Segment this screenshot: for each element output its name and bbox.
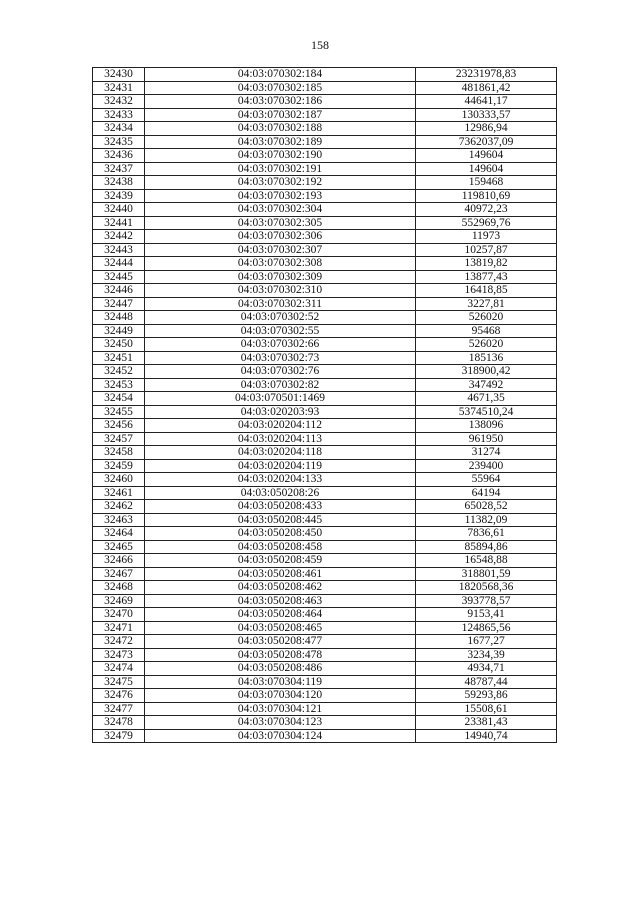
row-number-cell: 32467 [93,567,145,581]
row-number-cell: 32438 [93,176,145,190]
cadastral-number-cell: 04:03:070302:52 [145,311,416,325]
value-cell: 48787,44 [416,675,557,689]
row-number-cell: 32439 [93,189,145,203]
table-row [93,689,557,703]
row-number-cell: 32469 [93,594,145,608]
row-number-cell: 32465 [93,540,145,554]
row-number-cell: 32461 [93,486,145,500]
cadastral-number-cell: 04:03:070302:305 [145,216,416,230]
cadastral-number-cell: 04:03:050208:465 [145,621,416,635]
value-cell: 7362037,09 [416,135,557,149]
row-number-cell: 32441 [93,216,145,230]
cadastral-number-cell: 04:03:050208:462 [145,581,416,595]
row-number-cell: 32448 [93,311,145,325]
table-row [93,419,557,433]
table-row [93,203,557,217]
table-row [93,702,557,716]
value-cell: 130333,57 [416,108,557,122]
table-row [93,176,557,190]
row-number-cell: 32447 [93,297,145,311]
value-cell: 12986,94 [416,122,557,136]
row-number-cell: 32462 [93,500,145,514]
row-number-cell: 32440 [93,203,145,217]
value-cell: 7836,61 [416,527,557,541]
cadastral-number-cell: 04:03:050208:477 [145,635,416,649]
cadastral-number-cell: 04:03:050208:450 [145,527,416,541]
row-number-cell: 32451 [93,351,145,365]
table-row [93,635,557,649]
row-number-cell: 32433 [93,108,145,122]
table-row [93,513,557,527]
row-number-cell: 32464 [93,527,145,541]
row-number-cell: 32473 [93,648,145,662]
row-number-cell: 32470 [93,608,145,622]
row-number-cell: 32458 [93,446,145,460]
table-row [93,324,557,338]
table-row [93,446,557,460]
cadastral-number-cell: 04:03:070302:307 [145,243,416,257]
cadastral-number-cell: 04:03:050208:486 [145,662,416,676]
cadastral-number-cell: 04:03:020204:112 [145,419,416,433]
table-row [93,189,557,203]
cadastral-number-cell: 04:03:070302:55 [145,324,416,338]
value-cell: 526020 [416,311,557,325]
row-number-cell: 32479 [93,729,145,743]
value-cell: 185136 [416,351,557,365]
row-number-cell: 32454 [93,392,145,406]
row-number-cell: 32434 [93,122,145,136]
table-row [93,297,557,311]
value-cell: 481861,42 [416,81,557,95]
cadastral-number-cell: 04:03:070304:119 [145,675,416,689]
cadastral-number-cell: 04:03:020204:133 [145,473,416,487]
row-number-cell: 32460 [93,473,145,487]
row-number-cell: 32436 [93,149,145,163]
value-cell: 318900,42 [416,365,557,379]
table-row [93,432,557,446]
row-number-cell: 32466 [93,554,145,568]
value-cell: 13877,43 [416,270,557,284]
cadastral-number-cell: 04:03:070501:1469 [145,392,416,406]
cadastral-number-cell: 04:03:050208:26 [145,486,416,500]
table-row [93,540,557,554]
cadastral-number-cell: 04:03:070302:192 [145,176,416,190]
row-number-cell: 32475 [93,675,145,689]
cadastral-number-cell: 04:03:070304:120 [145,689,416,703]
row-number-cell: 32478 [93,716,145,730]
table-row [93,243,557,257]
row-number-cell: 32459 [93,459,145,473]
table-row [93,68,557,82]
row-number-cell: 32477 [93,702,145,716]
table-row [93,500,557,514]
table-row [93,621,557,635]
value-cell: 3227,81 [416,297,557,311]
value-cell: 138096 [416,419,557,433]
cadastral-number-cell: 04:03:050208:445 [145,513,416,527]
value-cell: 239400 [416,459,557,473]
value-cell: 13819,82 [416,257,557,271]
cadastral-number-cell: 04:03:020204:119 [145,459,416,473]
cadastral-number-cell: 04:03:050208:459 [145,554,416,568]
cadastral-number-cell: 04:03:070302:309 [145,270,416,284]
value-cell: 44641,17 [416,95,557,109]
registry-table-body [93,68,557,743]
value-cell: 23231978,83 [416,68,557,82]
registry-table [92,67,557,743]
cadastral-number-cell: 04:03:070302:193 [145,189,416,203]
table-row [93,675,557,689]
row-number-cell: 32463 [93,513,145,527]
value-cell: 149604 [416,162,557,176]
value-cell: 55964 [416,473,557,487]
table-row [93,608,557,622]
table-row [93,405,557,419]
value-cell: 961950 [416,432,557,446]
value-cell: 23381,43 [416,716,557,730]
row-number-cell: 32471 [93,621,145,635]
row-number-cell: 32435 [93,135,145,149]
cadastral-number-cell: 04:03:050208:433 [145,500,416,514]
value-cell: 64194 [416,486,557,500]
row-number-cell: 32474 [93,662,145,676]
page-number: 158 [311,38,329,52]
table-row [93,216,557,230]
cadastral-number-cell: 04:03:070304:124 [145,729,416,743]
cadastral-number-cell: 04:03:020203:93 [145,405,416,419]
value-cell: 318801,59 [416,567,557,581]
row-number-cell: 32455 [93,405,145,419]
value-cell: 9153,41 [416,608,557,622]
cadastral-number-cell: 04:03:070302:73 [145,351,416,365]
table-row [93,284,557,298]
table-row [93,81,557,95]
cadastral-number-cell: 04:03:070302:191 [145,162,416,176]
table-row [93,594,557,608]
table-row [93,162,557,176]
table-row [93,108,557,122]
table-row [93,270,557,284]
table-row [93,567,557,581]
cadastral-number-cell: 04:03:070302:304 [145,203,416,217]
table-row [93,230,557,244]
cadastral-number-cell: 04:03:070302:310 [145,284,416,298]
value-cell: 95468 [416,324,557,338]
value-cell: 11973 [416,230,557,244]
table-row [93,662,557,676]
cadastral-number-cell: 04:03:070302:189 [145,135,416,149]
cadastral-number-cell: 04:03:050208:464 [145,608,416,622]
value-cell: 393778,57 [416,594,557,608]
row-number-cell: 32445 [93,270,145,284]
cadastral-number-cell: 04:03:070302:66 [145,338,416,352]
table-row [93,122,557,136]
table-row [93,95,557,109]
value-cell: 526020 [416,338,557,352]
row-number-cell: 32457 [93,432,145,446]
value-cell: 15508,61 [416,702,557,716]
table-row [93,351,557,365]
row-number-cell: 32468 [93,581,145,595]
table-row [93,149,557,163]
value-cell: 347492 [416,378,557,392]
value-cell: 4671,35 [416,392,557,406]
cadastral-number-cell: 04:03:070302:185 [145,81,416,95]
value-cell: 3234,39 [416,648,557,662]
row-number-cell: 32476 [93,689,145,703]
cadastral-number-cell: 04:03:070302:190 [145,149,416,163]
row-number-cell: 32444 [93,257,145,271]
table-row [93,378,557,392]
cadastral-number-cell: 04:03:070304:121 [145,702,416,716]
row-number-cell: 32443 [93,243,145,257]
table-row [93,581,557,595]
table-row [93,257,557,271]
table-row [93,311,557,325]
cadastral-number-cell: 04:03:070302:82 [145,378,416,392]
row-number-cell: 32430 [93,68,145,82]
value-cell: 85894,86 [416,540,557,554]
table-row [93,135,557,149]
value-cell: 31274 [416,446,557,460]
cadastral-number-cell: 04:03:050208:463 [145,594,416,608]
value-cell: 65028,52 [416,500,557,514]
row-number-cell: 32456 [93,419,145,433]
cadastral-number-cell: 04:03:070304:123 [145,716,416,730]
row-number-cell: 32472 [93,635,145,649]
value-cell: 16418,85 [416,284,557,298]
value-cell: 1820568,36 [416,581,557,595]
value-cell: 552969,76 [416,216,557,230]
cadastral-number-cell: 04:03:070302:188 [145,122,416,136]
row-number-cell: 32432 [93,95,145,109]
row-number-cell: 32431 [93,81,145,95]
cadastral-number-cell: 04:03:020204:118 [145,446,416,460]
cadastral-number-cell: 04:03:070302:311 [145,297,416,311]
cadastral-number-cell: 04:03:070302:186 [145,95,416,109]
table-row [93,729,557,743]
table-row [93,473,557,487]
cadastral-number-cell: 04:03:070302:187 [145,108,416,122]
table-row [93,338,557,352]
value-cell: 59293,86 [416,689,557,703]
cadastral-number-cell: 04:03:070302:184 [145,68,416,82]
value-cell: 14940,74 [416,729,557,743]
value-cell: 5374510,24 [416,405,557,419]
value-cell: 159468 [416,176,557,190]
cadastral-number-cell: 04:03:070302:306 [145,230,416,244]
value-cell: 4934,71 [416,662,557,676]
cadastral-number-cell: 04:03:050208:478 [145,648,416,662]
row-number-cell: 32446 [93,284,145,298]
row-number-cell: 32449 [93,324,145,338]
value-cell: 119810,69 [416,189,557,203]
cadastral-number-cell: 04:03:020204:113 [145,432,416,446]
value-cell: 149604 [416,149,557,163]
value-cell: 16548,88 [416,554,557,568]
value-cell: 40972,23 [416,203,557,217]
value-cell: 11382,09 [416,513,557,527]
table-row [93,486,557,500]
value-cell: 10257,87 [416,243,557,257]
row-number-cell: 32442 [93,230,145,244]
table-row [93,365,557,379]
value-cell: 1677,27 [416,635,557,649]
cadastral-number-cell: 04:03:070302:308 [145,257,416,271]
row-number-cell: 32453 [93,378,145,392]
table-row [93,459,557,473]
cadastral-number-cell: 04:03:070302:76 [145,365,416,379]
cadastral-number-cell: 04:03:050208:461 [145,567,416,581]
table-row [93,716,557,730]
table-row [93,648,557,662]
table-row [93,392,557,406]
row-number-cell: 32452 [93,365,145,379]
value-cell: 124865,56 [416,621,557,635]
table-row [93,527,557,541]
cadastral-number-cell: 04:03:050208:458 [145,540,416,554]
row-number-cell: 32437 [93,162,145,176]
row-number-cell: 32450 [93,338,145,352]
table-row [93,554,557,568]
